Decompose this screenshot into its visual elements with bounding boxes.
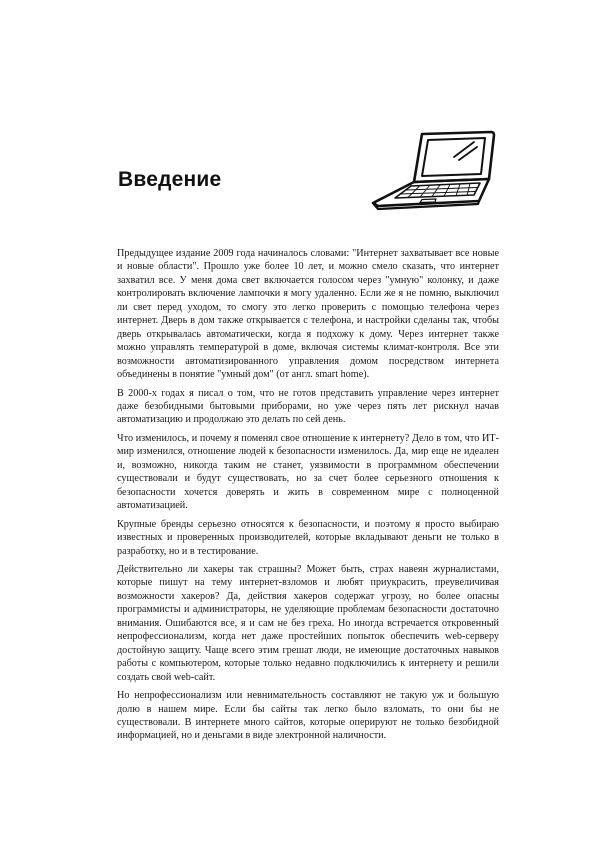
body-text xyxy=(117,247,499,748)
paragraph: Предыдущее издание 2009 года начиналось словами: "Интернет захватывает все новые и новые области". Прошло уже более 10 лет, и можно смело сказать, что интернет захватил все. У меня дома свет включается голосом через "умную" колонку, и даже контролировать включение лампочки я могу удаленно. Если же я не помню, выключил ли свет перед уходом, то смогу это легко проверить с помощью телефона через интернет. Дверь в дом также открывается с телефона, и настройки сделаны так, чтобы дверь открывалась автоматически, когда я подхожу к дому. Через интернет также можно управлять температурой в доме, включая системы климат-контроля. Все эти возможности автоматизированного управления домом посредством интернета объединены в понятие "умный дом" (от англ. smart home). xyxy=(117,248,499,381)
paragraph: В 2000-х годах я писал о том, что не готов представить управление через интернет даже безобидными бытовыми приборами, но уже через пять лет рискнул начав автоматизацию и продолжаю это делать по сей день. xyxy=(117,387,499,426)
paragraph: Действительно ли хакеры так страшны? Может быть, страх навеян журналистами, которые пишут на тему интернет-взломов и любят приукрасить, преувеличивая возможности хакеров? Да, действия хакеров содержат угрозу, но более опасны программисты и администраторы, не уделяющие проблемам безопасности достаточно внимания. Ошибаются все, я и сам не без греха. Но иногда встречается откровенный непрофессионализм, когда нет даже простейших попыток обеспечить web-серверу достойную защиту. Чаще всего этим грешат люди, не имеющие достаточных навыков работы с компьютером, которые только недавно подключились к интернету и решили создать свой web-сайт. xyxy=(117,563,499,683)
paragraph: Но непрофессионализм или невнимательность составляют не такую уж и большую долю в нашем мире. Если бы сайты так легко было взломать, то они бы не существовали. В интернете много сайтов, которые оперируют не только безобидной информацией, но и деньгами в виде электронной наличности. xyxy=(117,690,499,742)
chapter-title: Введение xyxy=(118,168,222,191)
laptop-icon xyxy=(370,130,510,212)
paragraph: Что изменилось, и почему я поменял свое отношение к интернету? Дело в том, что ИТ-мир изменился, отношение людей к безопасности изменилось. Да, мир еще не идеален и, возможно, никогда таким не станет, уязвимости в программном обеспечении существовали и будут существовать, но за счет более серьезного отношения к безопасности хочется доверять и жить в современном мире с полноценной автоматизацией. xyxy=(117,432,499,512)
paragraph: Крупные бренды серьезно относятся к безопасности, и поэтому я просто выбираю известных и проверенных производителей, которые вкладывают деньги не только в разработку, но и в тестирование. xyxy=(117,518,499,557)
